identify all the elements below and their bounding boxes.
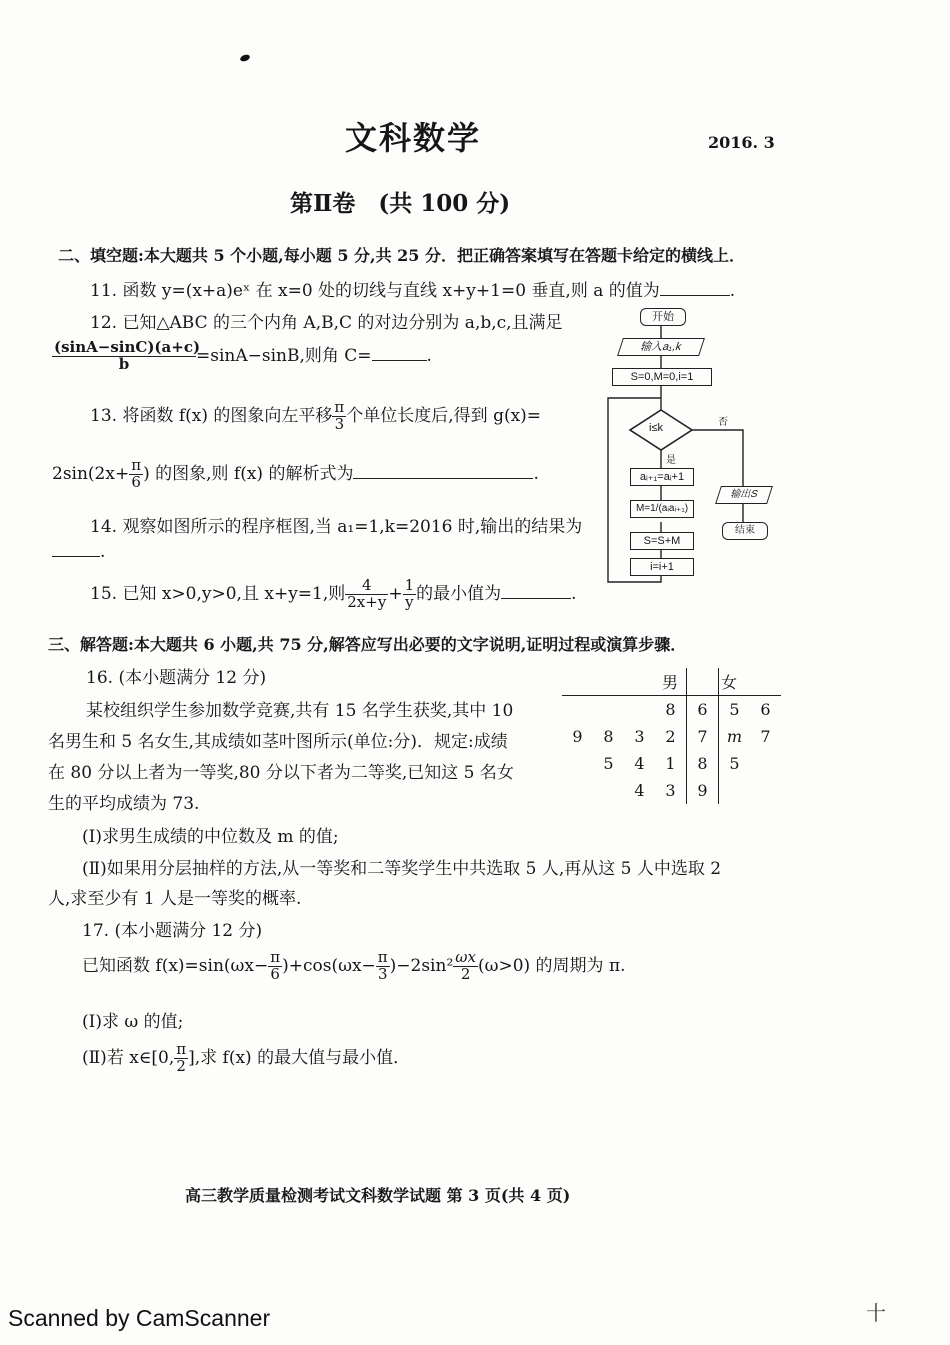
- flow-end: 结束: [722, 522, 768, 540]
- male-label: 男: [562, 668, 687, 696]
- q17-fraction-4: [174, 1042, 188, 1075]
- leaf: 4: [634, 754, 645, 773]
- q13-text-c: 2sin(2x+: [52, 463, 130, 484]
- flow-no-label: 否: [718, 417, 728, 428]
- flow-step-s: S=S+M: [630, 532, 694, 550]
- stem-row-8: [562, 750, 781, 777]
- leaf: 4: [634, 781, 645, 800]
- leaf: 6: [760, 700, 771, 719]
- stem-leaf-plot: [562, 668, 781, 804]
- leaf: 2: [665, 727, 676, 746]
- question-13-line1: [90, 400, 541, 433]
- q16-para-1: 某校组织学生参加数学竞赛,共有 15 名学生获奖,其中 10: [86, 701, 514, 721]
- q13-text-d: ) 的图象,则 f(x) 的解析式为: [143, 463, 354, 484]
- answer-blank: [353, 464, 533, 479]
- leaf: m: [726, 727, 743, 746]
- q11-text: 11. 函数 y=(x+a)eˣ 在 x=0 处的切线与直线 x+y+1=0 垂直,则 a 的值为: [90, 281, 660, 301]
- q17-text-b: )+cos(ωx−: [282, 955, 376, 976]
- period: .: [533, 463, 539, 484]
- leaf: [624, 696, 655, 724]
- q17-omega-x: ωx: [455, 948, 476, 966]
- flow-step-i: i=i+1: [630, 558, 694, 576]
- q12-fraction: [52, 338, 201, 373]
- q16-part-1: (Ⅰ)求男生成绩的中位数及 m 的值;: [82, 827, 339, 847]
- q15-text-b: 的最小值为: [416, 583, 502, 604]
- stem: 7: [687, 723, 719, 750]
- q16-para-3: 在 80 分以上者为一等奖,80 分以下者为二等奖,已知这 5 名女: [48, 763, 514, 783]
- leaf: 1: [665, 754, 676, 773]
- leaf: 3: [665, 781, 676, 800]
- q13-fraction: [332, 400, 346, 433]
- q17-part2-b: ],求 f(x) 的最大值与最小值．: [188, 1047, 411, 1068]
- scanner-watermark: Scanned by CamScanner: [8, 1305, 271, 1331]
- flow-step-m: M=1/(aᵢaᵢ₊₁): [630, 500, 694, 518]
- question-14: 14. 观察如图所示的程序框图,当 a₁=1,k=2016 时,输出的结果为: [90, 517, 583, 537]
- question-11: [90, 276, 735, 301]
- q15-text-a: 15. 已知 x>0,y>0,且 x+y=1,则: [90, 583, 346, 604]
- flow-init: S=0,M=0,i=1: [612, 368, 712, 386]
- q13-text-a: 13. 将函数 f(x) 的图象向左平移: [90, 405, 333, 426]
- leaf: [593, 696, 624, 724]
- flow-input: 输入a₁,k: [617, 338, 705, 356]
- q13-denominator: 3: [334, 414, 345, 433]
- period: .: [571, 583, 577, 604]
- stem-header: [687, 668, 719, 696]
- page-title: 文科数学: [345, 119, 482, 157]
- q17-text-a: 已知函数 f(x)=sin(ωx−: [82, 955, 269, 976]
- ink-dot: [239, 53, 250, 62]
- leaf: 5: [729, 754, 740, 773]
- flow-start: 开始: [640, 308, 686, 326]
- q16-part-2-line2: 人,求至少有 1 人是一等奖的概率.: [48, 889, 302, 909]
- leaf: [562, 750, 593, 777]
- leaf: [562, 777, 593, 804]
- q16-para-2: 名男生和 5 名女生,其成绩如茎叶图所示(单位:分)．规定:成绩: [48, 732, 508, 752]
- period: .: [100, 542, 106, 562]
- q17-pi-1: π: [270, 948, 281, 966]
- q17-function: [82, 950, 626, 983]
- flow-condition: i≤k: [649, 422, 663, 434]
- leaf: 5: [729, 700, 740, 719]
- q12-numerator: (sinA−sinC)(a+c): [54, 338, 201, 356]
- flow-step-a: aᵢ₊₁=aᵢ+1: [630, 468, 694, 486]
- stem: 6: [687, 696, 719, 724]
- q15-denominator-1: 2x+y: [347, 592, 387, 611]
- q17-pi-2: π: [377, 948, 388, 966]
- q15-plus: +: [388, 583, 403, 604]
- section-subtitle: 第Ⅱ卷 (共 100 分): [290, 190, 511, 217]
- q17-text-d: (ω>0) 的周期为 π.: [477, 955, 626, 976]
- q17-fraction-2: [376, 950, 390, 983]
- leaf: [750, 777, 781, 804]
- q17-text-c: )−2sin²: [389, 955, 454, 976]
- leaf: 9: [572, 727, 583, 746]
- q15-fraction-2: [403, 578, 417, 611]
- stem-row-6: [562, 696, 781, 724]
- leaf: 8: [665, 700, 676, 719]
- q13-denominator-2: 6: [131, 472, 141, 491]
- stem-row-7: [562, 723, 781, 750]
- leaf: [593, 777, 624, 804]
- exam-date: 2016. 3: [708, 133, 775, 152]
- q15-numerator-2: 1: [404, 576, 415, 594]
- question-12-line2: [52, 340, 432, 373]
- answer-blank: [660, 281, 730, 296]
- q17-part-2: [82, 1042, 410, 1075]
- answer-blank: [372, 346, 427, 361]
- q17-two: 2: [460, 964, 471, 983]
- answer-blank: [52, 542, 100, 557]
- leaf: [562, 696, 593, 724]
- leaf: 5: [603, 754, 614, 773]
- question-15: [90, 578, 577, 611]
- stem: 8: [687, 750, 719, 777]
- stem-row-9: [562, 777, 781, 804]
- q15-numerator-1: 4: [345, 578, 388, 595]
- flowchart: [600, 300, 780, 590]
- question-12-line1: 12. 已知△ABC 的三个内角 A,B,C 的对边分别为 a,b,c,且满足: [90, 313, 563, 333]
- stem-leaf-table: [562, 668, 781, 804]
- question-14-blank: [52, 542, 105, 562]
- q17-six: 6: [270, 964, 280, 983]
- q12-denominator: b: [118, 354, 130, 373]
- question-13-line2: [52, 458, 539, 491]
- leaf: 8: [603, 727, 614, 746]
- period: .: [729, 281, 736, 301]
- q13-numerator: π: [334, 398, 345, 416]
- page-footer: 高三教学质量检测考试文科数学试题 第 3 页(共 4 页): [185, 1186, 571, 1205]
- q12-text: =sinA−sinB,则角 C=: [196, 345, 372, 366]
- q15-fraction-1: [345, 578, 388, 611]
- q13-fraction-2: [129, 458, 143, 491]
- q16-title: 16. (本小题满分 12 分): [86, 668, 267, 688]
- page-mark: 十: [866, 1301, 886, 1325]
- q15-denominator-2: y: [405, 592, 414, 611]
- q16-para-4: 生的平均成绩为 73.: [48, 794, 200, 814]
- q16-part-2-line1: (Ⅱ)如果用分层抽样的方法,从一等奖和二等奖学生中共选取 5 人,再从这 5 人中选取 2: [82, 859, 722, 879]
- leaf: [750, 750, 781, 777]
- section2-heading: 二、填空题:本大题共 5 个小题,每小题 5 分,共 25 分．把正确答案填写在答题卡给定的横线上．: [58, 246, 746, 265]
- q17-two-2: 2: [176, 1056, 186, 1075]
- female-label: 女: [719, 668, 782, 696]
- q17-part2-a: (Ⅱ)若 x∈[0,: [82, 1047, 175, 1068]
- leaf: 3: [634, 727, 645, 746]
- answer-blank: [501, 584, 571, 599]
- q17-three: 3: [377, 964, 388, 983]
- period: .: [426, 345, 432, 366]
- q17-title: 17. (本小题满分 12 分): [82, 921, 263, 941]
- q17-fraction-3: [453, 950, 478, 983]
- stem: 9: [687, 777, 719, 804]
- q17-fraction-1: [268, 950, 282, 983]
- q17-pi-3: π: [176, 1040, 187, 1058]
- q13-text-b: 个单位长度后,得到 g(x)=: [346, 405, 542, 426]
- flow-output: 输出S: [715, 486, 773, 504]
- flow-yes-label: 是: [666, 455, 676, 466]
- leaf: 7: [760, 727, 771, 746]
- leaf: [719, 777, 751, 804]
- q17-part-1: (Ⅰ)求 ω 的值;: [82, 1012, 184, 1032]
- q13-numerator-2: π: [131, 456, 142, 474]
- section3-heading: 三、解答题:本大题共 6 小题,共 75 分,解答应写出必要的文字说明,证明过程或演算步骤．: [48, 635, 687, 654]
